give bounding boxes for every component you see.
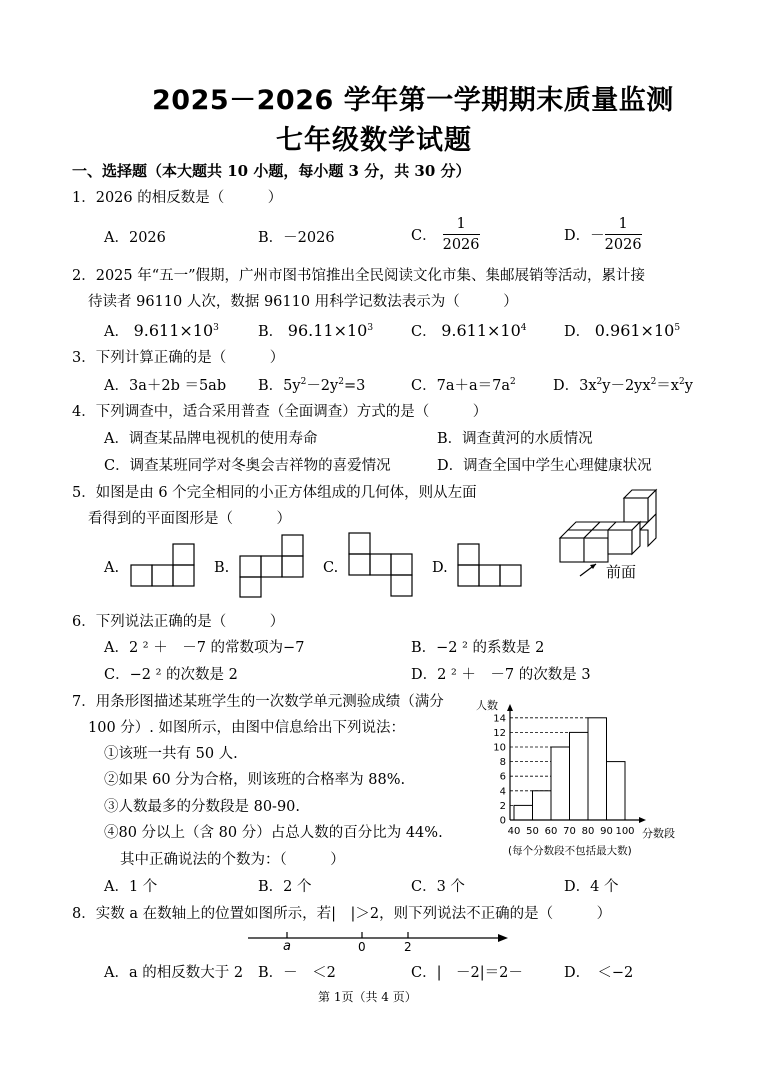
- q5-option-b-figure: [238, 534, 306, 598]
- q5-option-b-label: B.: [214, 560, 230, 576]
- chart-xtick-70: 70: [563, 826, 576, 837]
- chart-bar-80-90: [588, 718, 607, 820]
- q1-option-d: D．－ $\frac{1}{2026}$: [564, 216, 642, 253]
- q5-stem-line1: 5．如图是由 6 个完全相同的小正方体组成的几何体，则从左面: [72, 485, 477, 501]
- q5-stem-line2: 看得到的平面图形是（ ）: [88, 511, 291, 527]
- q5-front-label: 前面: [606, 563, 637, 581]
- exam-subtitle: 七年级数学试题: [276, 125, 472, 156]
- chart-note: (每个分数段不包括最大数): [508, 845, 632, 857]
- q5-option-d-label: D.: [432, 560, 448, 576]
- chart-ytick-4: 4: [499, 786, 506, 798]
- q5-option-d-figure: [456, 540, 524, 588]
- q2-option-d: D． $0.961\times 10^5$: [564, 321, 681, 340]
- q3-option-a: A．3a＋2b ＝5ab: [104, 378, 227, 394]
- q6-option-c: C．−2 ² 的次数是 2: [104, 667, 238, 683]
- q4-option-c: C．调查某班同学对冬奥会吉祥物的喜爱情况: [104, 458, 391, 474]
- chart-ytick-6: 6: [499, 771, 506, 783]
- chart-ytick-8: 8: [499, 757, 506, 769]
- q7-option-c: C．3 个: [411, 879, 465, 895]
- q3-option-c: C．$7a+a=7a^2$: [411, 377, 516, 394]
- q3-stem: 3．下列计算正确的是（ ）: [72, 350, 285, 366]
- chart-xtick-40: 40: [507, 826, 521, 837]
- chart-xtick-80: 80: [581, 826, 595, 837]
- q8-option-d: D． ＜−2: [564, 965, 634, 981]
- q7-option-a: A．1 个: [104, 879, 158, 895]
- q2-stem-line1: 2．2025 年“五一”假期，广州市图书馆推出全民阅读文化市集、集邮展销等活动，累计接: [72, 268, 646, 284]
- q7-stem-line1: 7．用条形图描述某班学生的一次数学单元测验成绩（满分: [72, 694, 444, 710]
- q4-stem: 4．下列调查中，适合采用普查（全面调查）方式的是（ ）: [72, 404, 488, 420]
- q4-option-a: A．调查某品牌电视机的使用寿命: [104, 431, 318, 447]
- q5-option-c-label: C.: [323, 560, 339, 576]
- q1-stem: 1．2026 的相反数是（ ）: [72, 190, 283, 206]
- chart-bar-60-70: [551, 747, 570, 820]
- q2-option-a: A． $9.611\times 10^3$: [104, 321, 219, 340]
- section-heading: 一、选择题（本大题共 10 小题，每小题 3 分，共 30 分）: [72, 162, 471, 180]
- q7-statement-3: ③人数最多的分数段是 80-90.: [104, 799, 301, 815]
- q6-stem: 6．下列说法正确的是（ ）: [72, 614, 285, 630]
- q2-option-b: B． $96.11\times 10^3$: [258, 321, 374, 340]
- chart-bar-40-50: [514, 805, 533, 820]
- q7-statement-4: ④80 分以上（含 80 分）占总人数的百分比为 44%.: [104, 825, 443, 841]
- q7-statement-2: ②如果 60 分为合格，则该班的合格率为 88%.: [104, 772, 406, 788]
- chart-xlabel: 分数段: [642, 827, 675, 840]
- chart-ytick-10: 10: [493, 742, 506, 754]
- q7-statement-5: 其中正确说法的个数为：（ ）: [120, 852, 345, 868]
- number-line-zero: 0: [358, 940, 366, 954]
- q7-stem-line2: 100 分）. 如图所示，由图中信息给出下列说法：: [88, 720, 406, 736]
- q6-option-a: A．2 ² ＋ －7 的常数项为−7: [104, 640, 305, 656]
- q1-option-b: B．－2026: [258, 230, 335, 246]
- chart-ylabel: 人数: [476, 699, 498, 712]
- q2-option-c: C． $9.611\times 10^4$: [411, 321, 527, 340]
- q7-bar-chart: [474, 698, 688, 860]
- q3-option-d: D．$3x^2y-2yx^2=x^2y$: [553, 377, 693, 394]
- q7-statement-1: ①该班一共有 50 人.: [104, 746, 238, 762]
- page-footer: 第 1页（共 4 页）: [318, 990, 417, 1004]
- chart-xtick-100: 100: [615, 826, 635, 837]
- q5-option-a-figure: [130, 540, 196, 588]
- q1-option-c: C． $\frac{1}{2026}$: [411, 216, 480, 253]
- q2-stem-line2: 待读者 96110 人次，数据 96110 用科学记数法表示为（ ）: [88, 294, 518, 310]
- q6-option-d: D．2 ² ＋ －7 的次数是 3: [411, 667, 591, 683]
- q6-option-b: B．−2 ² 的系数是 2: [411, 640, 545, 656]
- q3-option-b: B．$5y^2-2y^2=3$: [258, 377, 366, 394]
- exam-title: 2025－2026 学年第一学期期末质量监测: [152, 85, 674, 116]
- chart-ytick-14: 14: [493, 713, 506, 725]
- q8-number-line: [246, 928, 512, 954]
- chart-bar-50-60: [533, 791, 552, 820]
- chart-xtick-50: 50: [526, 826, 539, 837]
- chart-xtick-90: 90: [600, 826, 613, 837]
- q7-option-b: B．2 个: [258, 879, 312, 895]
- chart-ytick-12: 12: [493, 727, 506, 739]
- q7-option-d: D．4 个: [564, 879, 619, 895]
- q8-option-c: C．| －2|＝2－: [411, 965, 523, 981]
- chart-ytick-0: 0: [499, 815, 506, 827]
- q5-option-a-label: A.: [104, 560, 120, 576]
- q4-option-b: B．调查黄河的水质情况: [437, 431, 593, 447]
- chart-bar-90-100: [607, 762, 626, 820]
- q5-option-c-figure: [347, 532, 415, 598]
- chart-ytick-2: 2: [499, 800, 506, 812]
- chart-bar-70-80: [570, 732, 589, 820]
- q8-option-b: B．－ ＜2: [258, 965, 336, 981]
- q4-option-d: D．调查全国中学生心理健康状况: [437, 458, 652, 474]
- q8-option-a: A．a 的相反数大于 2: [104, 965, 244, 981]
- number-line-a: a: [283, 939, 291, 954]
- chart-xtick-60: 60: [544, 826, 558, 837]
- q1-option-a: A．2026: [104, 230, 166, 246]
- q8-stem: 8．实数 a 在数轴上的位置如图所示，若| |＞2，则下列说法不正确的是（ ）: [72, 906, 612, 922]
- number-line-two: 2: [404, 940, 412, 954]
